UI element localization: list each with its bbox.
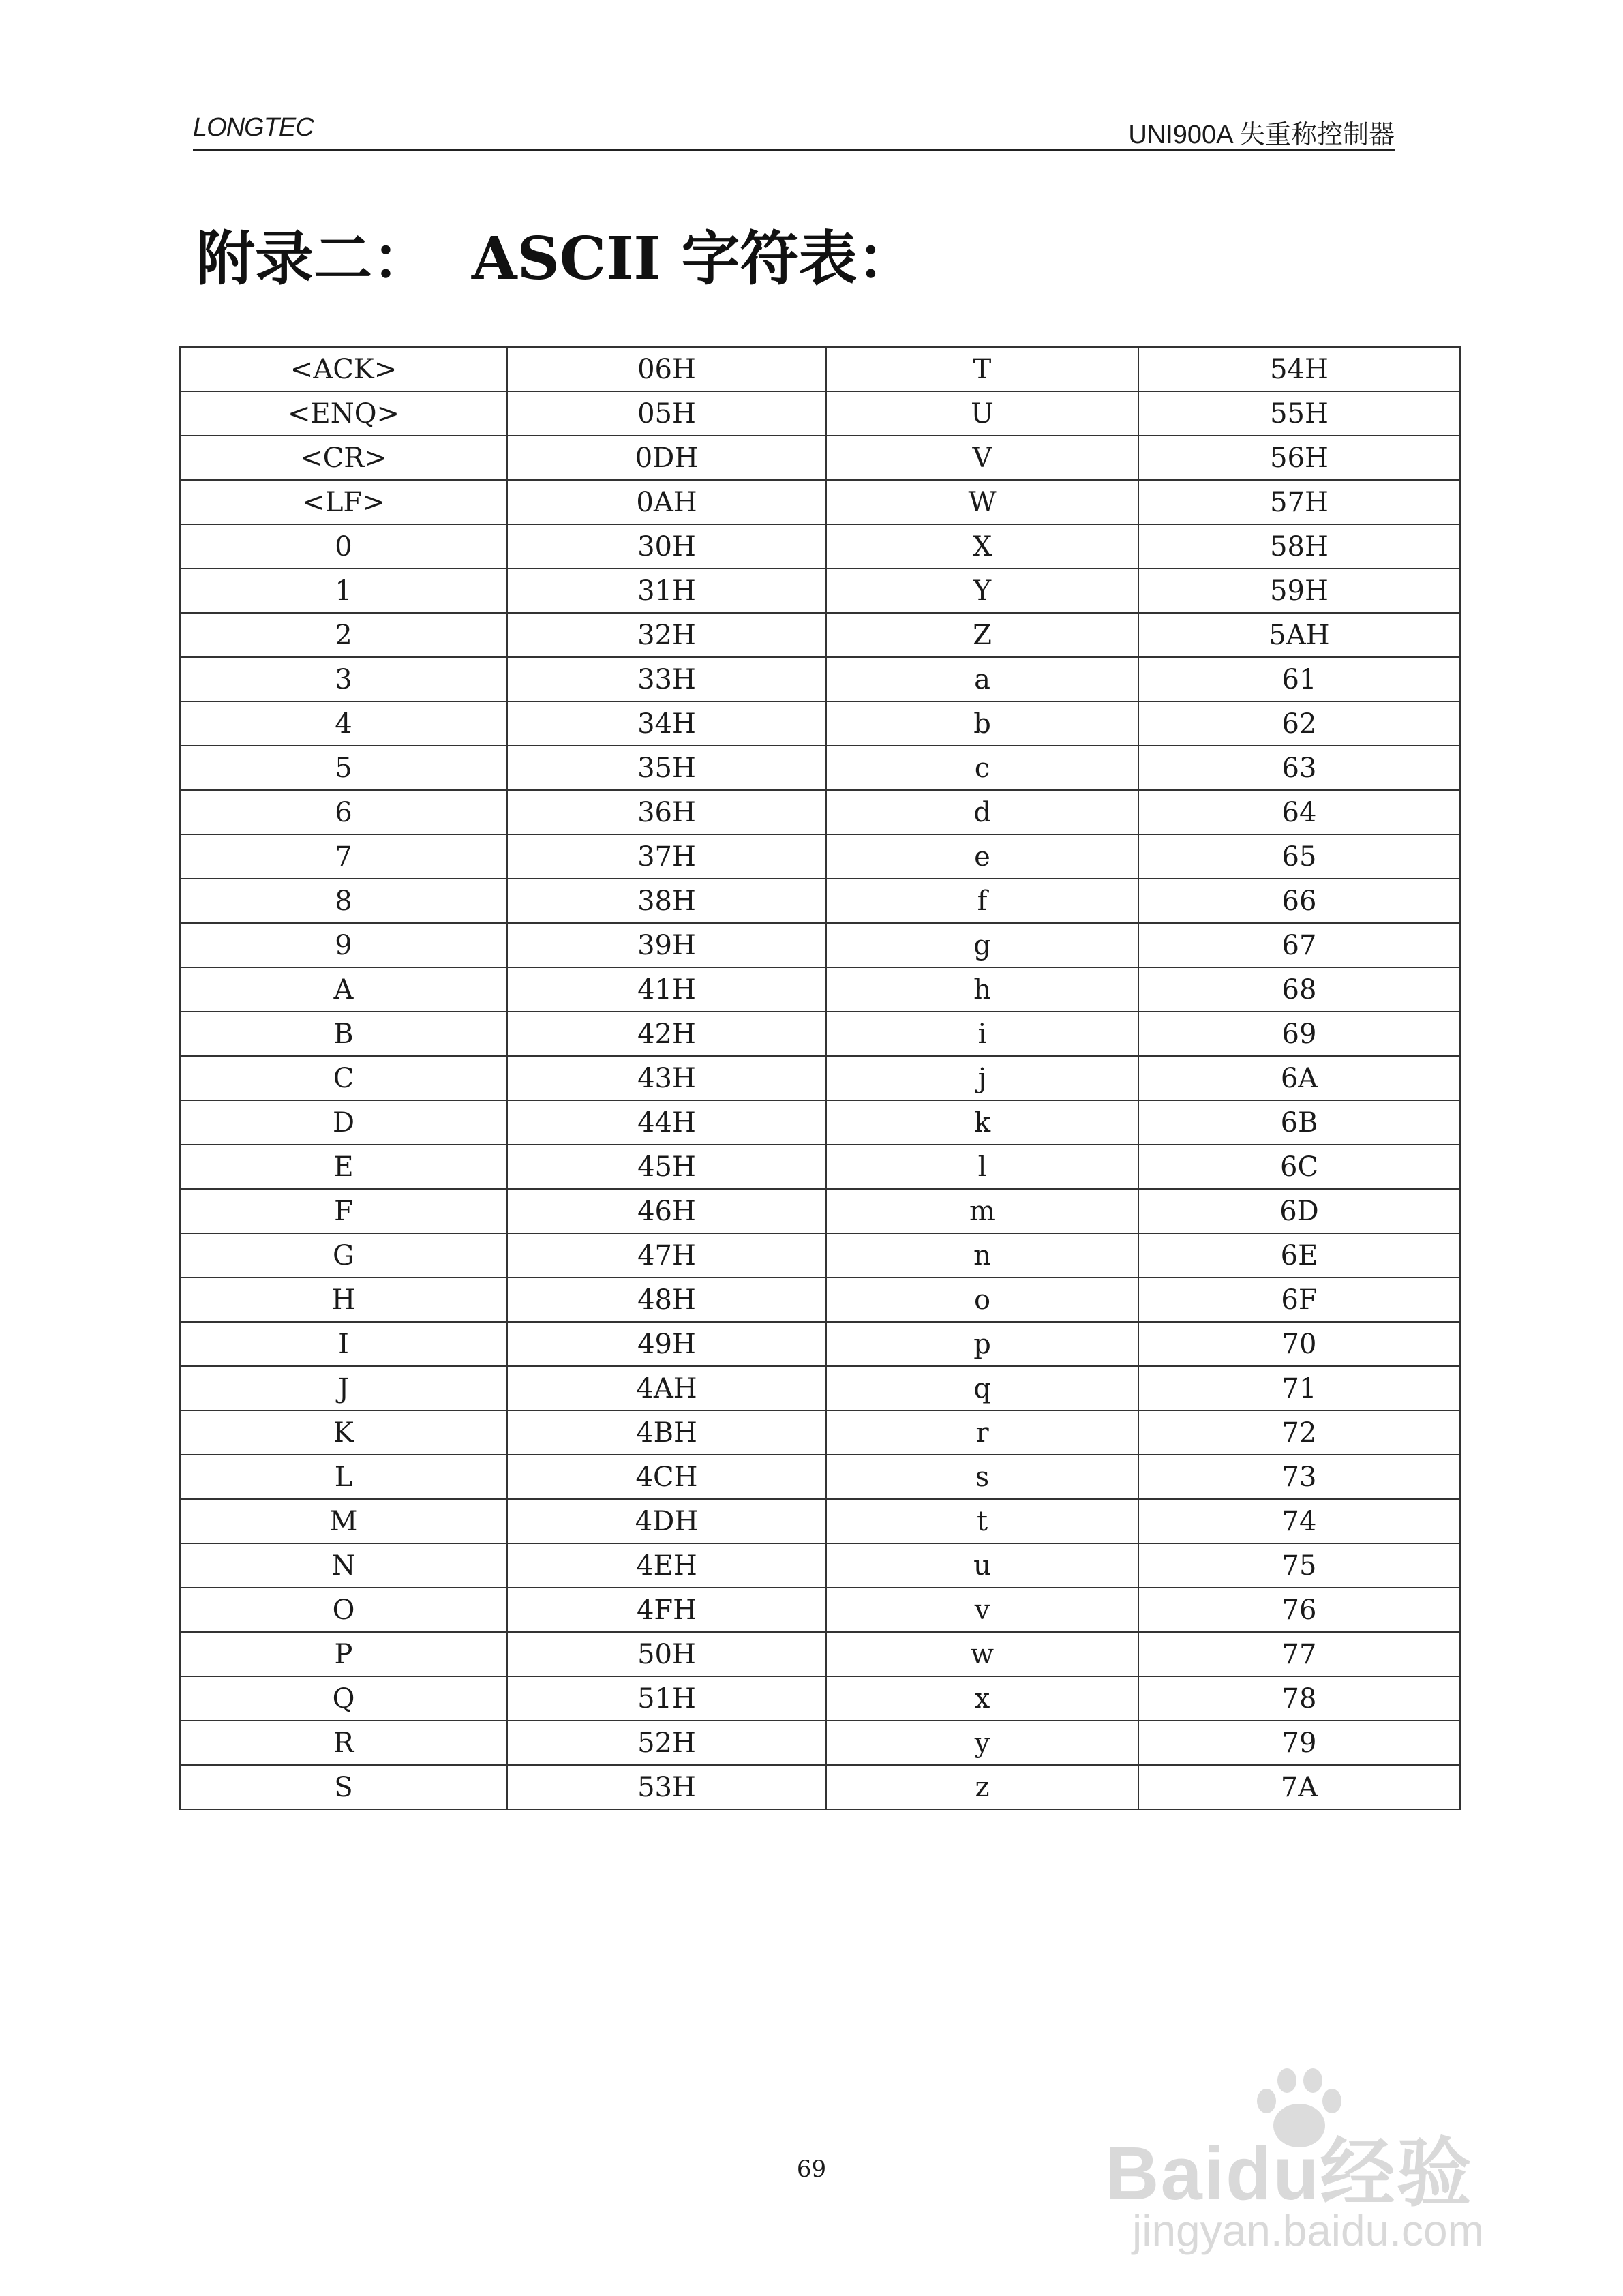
table-row: [180, 701, 1460, 746]
char-cell: Y: [826, 569, 1138, 613]
char-cell: F: [180, 1189, 507, 1233]
header-brand: LONGTEC: [193, 113, 314, 142]
char-cell: q: [826, 1366, 1138, 1410]
char-cell: Z: [826, 613, 1138, 657]
hex-cell: 48H: [507, 1278, 826, 1322]
char-cell: G: [180, 1233, 507, 1278]
hex-cell: 79: [1138, 1721, 1460, 1765]
char-cell: r: [826, 1410, 1138, 1455]
hex-cell: 67: [1138, 923, 1460, 967]
hex-cell: 6B: [1138, 1100, 1460, 1145]
watermark-url: jingyan.baidu.com: [1132, 2206, 1484, 2255]
char-cell: I: [180, 1322, 507, 1366]
char-cell: n: [826, 1233, 1138, 1278]
hex-cell: 74: [1138, 1499, 1460, 1543]
hex-cell: 57H: [1138, 480, 1460, 524]
table-row: [180, 1455, 1460, 1499]
table-row: [180, 1543, 1460, 1588]
hex-cell: 0DH: [507, 436, 826, 480]
hex-cell: 71: [1138, 1366, 1460, 1410]
hex-cell: 6E: [1138, 1233, 1460, 1278]
char-cell: V: [826, 436, 1138, 480]
hex-cell: 36H: [507, 790, 826, 834]
char-cell: m: [826, 1189, 1138, 1233]
hex-cell: 56H: [1138, 436, 1460, 480]
table-row: [180, 1410, 1460, 1455]
hex-cell: 33H: [507, 657, 826, 701]
hex-cell: 6A: [1138, 1056, 1460, 1100]
char-cell: x: [826, 1676, 1138, 1721]
char-cell: U: [826, 391, 1138, 436]
table-row: [180, 1278, 1460, 1322]
hex-cell: 42H: [507, 1012, 826, 1056]
char-cell: B: [180, 1012, 507, 1056]
char-cell: 9: [180, 923, 507, 967]
page-title: 附录二： ASCII 字符表：: [196, 224, 916, 293]
watermark-brand: Baidu经验: [1105, 2132, 1473, 2216]
hex-cell: 62: [1138, 701, 1460, 746]
hex-cell: 30H: [507, 524, 826, 569]
char-cell: X: [826, 524, 1138, 569]
char-cell: f: [826, 879, 1138, 923]
char-cell: E: [180, 1145, 507, 1189]
table-row: [180, 1499, 1460, 1543]
char-cell: k: [826, 1100, 1138, 1145]
char-cell: C: [180, 1056, 507, 1100]
char-cell: 1: [180, 569, 507, 613]
hex-cell: 64: [1138, 790, 1460, 834]
table-row: [180, 1588, 1460, 1632]
char-cell: e: [826, 834, 1138, 879]
hex-cell: 4FH: [507, 1588, 826, 1632]
char-cell: 3: [180, 657, 507, 701]
table-row: [180, 1012, 1460, 1056]
hex-cell: 49H: [507, 1322, 826, 1366]
table-row: [180, 1676, 1460, 1721]
hex-cell: 73: [1138, 1455, 1460, 1499]
table-row: [180, 1322, 1460, 1366]
char-cell: l: [826, 1145, 1138, 1189]
char-cell: p: [826, 1322, 1138, 1366]
hex-cell: 72: [1138, 1410, 1460, 1455]
char-cell: <LF>: [180, 480, 507, 524]
hex-cell: 4AH: [507, 1366, 826, 1410]
char-cell: 6: [180, 790, 507, 834]
hex-cell: 46H: [507, 1189, 826, 1233]
table-row: [180, 790, 1460, 834]
hex-cell: 5AH: [1138, 613, 1460, 657]
table-row: [180, 613, 1460, 657]
table-row: [180, 746, 1460, 790]
hex-cell: 65: [1138, 834, 1460, 879]
hex-cell: 44H: [507, 1100, 826, 1145]
hex-cell: 7A: [1138, 1765, 1460, 1809]
table-row: [180, 967, 1460, 1012]
char-cell: w: [826, 1632, 1138, 1676]
char-cell: y: [826, 1721, 1138, 1765]
char-cell: z: [826, 1765, 1138, 1809]
char-cell: j: [826, 1056, 1138, 1100]
char-cell: <ENQ>: [180, 391, 507, 436]
table-row: [180, 347, 1460, 391]
hex-cell: 51H: [507, 1676, 826, 1721]
table-row: [180, 1145, 1460, 1189]
hex-cell: 54H: [1138, 347, 1460, 391]
hex-cell: 43H: [507, 1056, 826, 1100]
hex-cell: 4BH: [507, 1410, 826, 1455]
hex-cell: 31H: [507, 569, 826, 613]
hex-cell: 38H: [507, 879, 826, 923]
table-row: [180, 1721, 1460, 1765]
char-cell: O: [180, 1588, 507, 1632]
char-cell: M: [180, 1499, 507, 1543]
hex-cell: 59H: [1138, 569, 1460, 613]
char-cell: W: [826, 480, 1138, 524]
table-row: [180, 569, 1460, 613]
hex-cell: 39H: [507, 923, 826, 967]
hex-cell: 6F: [1138, 1278, 1460, 1322]
char-cell: o: [826, 1278, 1138, 1322]
char-cell: <CR>: [180, 436, 507, 480]
char-cell: t: [826, 1499, 1138, 1543]
char-cell: 0: [180, 524, 507, 569]
page-number: 69: [796, 2156, 827, 2183]
hex-cell: 76: [1138, 1588, 1460, 1632]
hex-cell: 6C: [1138, 1145, 1460, 1189]
table-row: [180, 1100, 1460, 1145]
hex-cell: 47H: [507, 1233, 826, 1278]
char-cell: S: [180, 1765, 507, 1809]
ascii-table-body: [180, 347, 1460, 1809]
hex-cell: 63: [1138, 746, 1460, 790]
hex-cell: 68: [1138, 967, 1460, 1012]
char-cell: Q: [180, 1676, 507, 1721]
char-cell: K: [180, 1410, 507, 1455]
watermark: [1105, 2066, 1541, 2270]
header-product-title: UNI900A 失重称控制器: [1128, 121, 1395, 149]
char-cell: v: [826, 1588, 1138, 1632]
hex-cell: 37H: [507, 834, 826, 879]
table-row: [180, 657, 1460, 701]
hex-cell: 45H: [507, 1145, 826, 1189]
hex-cell: 66: [1138, 879, 1460, 923]
hex-cell: 55H: [1138, 391, 1460, 436]
char-cell: c: [826, 746, 1138, 790]
char-cell: R: [180, 1721, 507, 1765]
table-row: [180, 1366, 1460, 1410]
table-row: [180, 391, 1460, 436]
hex-cell: 58H: [1138, 524, 1460, 569]
char-cell: a: [826, 657, 1138, 701]
table-row: [180, 524, 1460, 569]
hex-cell: 61: [1138, 657, 1460, 701]
char-cell: 8: [180, 879, 507, 923]
hex-cell: 41H: [507, 967, 826, 1012]
hex-cell: 4DH: [507, 1499, 826, 1543]
header-divider: [193, 149, 1395, 151]
table-row: [180, 834, 1460, 879]
table-row: [180, 1233, 1460, 1278]
char-cell: H: [180, 1278, 507, 1322]
table-row: [180, 1189, 1460, 1233]
hex-cell: 34H: [507, 701, 826, 746]
table-row: [180, 879, 1460, 923]
char-cell: 5: [180, 746, 507, 790]
char-cell: h: [826, 967, 1138, 1012]
hex-cell: 32H: [507, 613, 826, 657]
table-row: [180, 923, 1460, 967]
hex-cell: 4CH: [507, 1455, 826, 1499]
hex-cell: 50H: [507, 1632, 826, 1676]
char-cell: <ACK>: [180, 347, 507, 391]
char-cell: s: [826, 1455, 1138, 1499]
hex-cell: 53H: [507, 1765, 826, 1809]
hex-cell: 05H: [507, 391, 826, 436]
hex-cell: 78: [1138, 1676, 1460, 1721]
char-cell: P: [180, 1632, 507, 1676]
hex-cell: 6D: [1138, 1189, 1460, 1233]
char-cell: N: [180, 1543, 507, 1588]
char-cell: u: [826, 1543, 1138, 1588]
hex-cell: 06H: [507, 347, 826, 391]
char-cell: A: [180, 967, 507, 1012]
char-cell: g: [826, 923, 1138, 967]
hex-cell: 0AH: [507, 480, 826, 524]
table-row: [180, 436, 1460, 480]
table-row: [180, 1056, 1460, 1100]
char-cell: J: [180, 1366, 507, 1410]
char-cell: b: [826, 701, 1138, 746]
char-cell: 2: [180, 613, 507, 657]
char-cell: L: [180, 1455, 507, 1499]
char-cell: i: [826, 1012, 1138, 1056]
hex-cell: 69: [1138, 1012, 1460, 1056]
table-row: [180, 1632, 1460, 1676]
hex-cell: 75: [1138, 1543, 1460, 1588]
hex-cell: 4EH: [507, 1543, 826, 1588]
hex-cell: 70: [1138, 1322, 1460, 1366]
hex-cell: 52H: [507, 1721, 826, 1765]
table-row: [180, 1765, 1460, 1809]
hex-cell: 35H: [507, 746, 826, 790]
char-cell: 7: [180, 834, 507, 879]
char-cell: 4: [180, 701, 507, 746]
char-cell: d: [826, 790, 1138, 834]
char-cell: T: [826, 347, 1138, 391]
char-cell: D: [180, 1100, 507, 1145]
ascii-table: [179, 346, 1461, 1810]
table-row: [180, 480, 1460, 524]
hex-cell: 77: [1138, 1632, 1460, 1676]
